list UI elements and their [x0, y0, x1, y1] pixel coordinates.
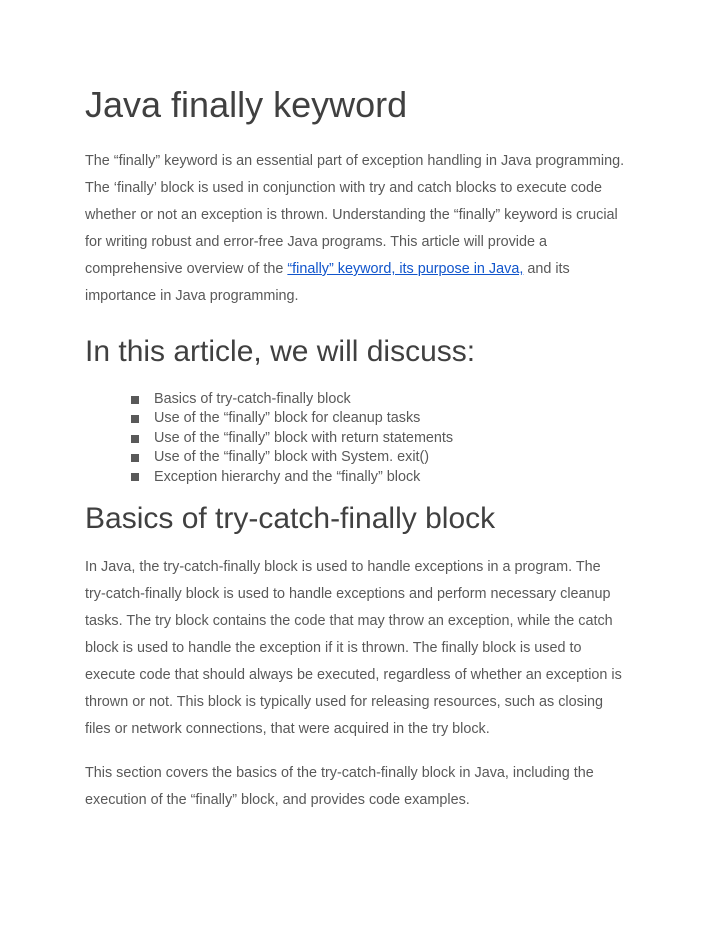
page-title: Java finally keyword: [85, 84, 408, 125]
section-paragraph-2: [85, 760, 645, 814]
square-bullet-icon: [131, 415, 139, 423]
list-item: [131, 468, 453, 487]
intro-line-5: [85, 256, 645, 283]
intro-line-6: importance in Java programming.: [85, 288, 299, 304]
square-bullet-icon: [131, 473, 139, 481]
paragraph-line: thrown or not. This block is typically used for releasing resources, such as closing: [85, 694, 604, 710]
paragraph-line: execution of the “finally” block, and provides code examples.: [85, 792, 470, 808]
section-heading: Basics of try-catch-finally block: [85, 502, 496, 535]
intro-line-5-end: and its: [523, 261, 570, 277]
paragraph-line: block is used to handle the exception if it is thrown. The finally block is used to: [85, 640, 582, 656]
paragraph-line: execute code that should always be executed, regardless of whether an exception is: [85, 667, 622, 683]
square-bullet-icon: [131, 454, 139, 462]
intro-line-4: for writing robust and error-free Java programs. This article will provide a: [85, 234, 548, 250]
list-item: [131, 448, 453, 467]
paragraph-line: try-catch-finally block is used to handle exceptions and perform necessary cleanup: [85, 586, 611, 602]
intro-line-5-start: comprehensive overview of the: [85, 261, 288, 277]
intro-paragraph: [85, 148, 645, 310]
list-item-text: Use of the “finally” block with System. exit(): [154, 449, 430, 466]
list-item-text: Use of the “finally” block for cleanup tasks: [154, 410, 421, 427]
section-paragraph-1: [85, 554, 645, 743]
list-item: [131, 429, 453, 448]
intro-line-3: whether or not an exception is thrown. Understanding the “finally” keyword is crucial: [85, 207, 618, 223]
intro-line-2: The ‘finally’ block is used in conjunction with try and catch blocks to execute code: [85, 180, 603, 196]
square-bullet-icon: [131, 435, 139, 443]
list-item: [131, 409, 453, 428]
paragraph-line: This section covers the basics of the try-catch-finally block in Java, including the: [85, 765, 594, 781]
intro-line-1: The “finally” keyword is an essential part of exception handling in Java programming.: [85, 153, 625, 169]
paragraph-line: tasks. The try block contains the code that may throw an exception, while the catch: [85, 613, 613, 629]
list-item: [131, 390, 453, 409]
paragraph-line: In Java, the try-catch-finally block is used to handle exceptions in a program. The: [85, 559, 601, 575]
topic-list: [131, 390, 453, 487]
list-item-text: Basics of try-catch-finally block: [154, 391, 351, 407]
square-bullet-icon: [131, 396, 139, 404]
toc-heading: In this article, we will discuss:: [85, 335, 476, 368]
list-item-text: Exception hierarchy and the “finally” block: [154, 468, 421, 485]
finally-keyword-link[interactable]: “finally” keyword, its purpose in Java,: [287, 261, 524, 277]
list-item-text: Use of the “finally” block with return statements: [154, 429, 454, 446]
paragraph-line: files or network connections, that were acquired in the try block.: [85, 721, 490, 737]
